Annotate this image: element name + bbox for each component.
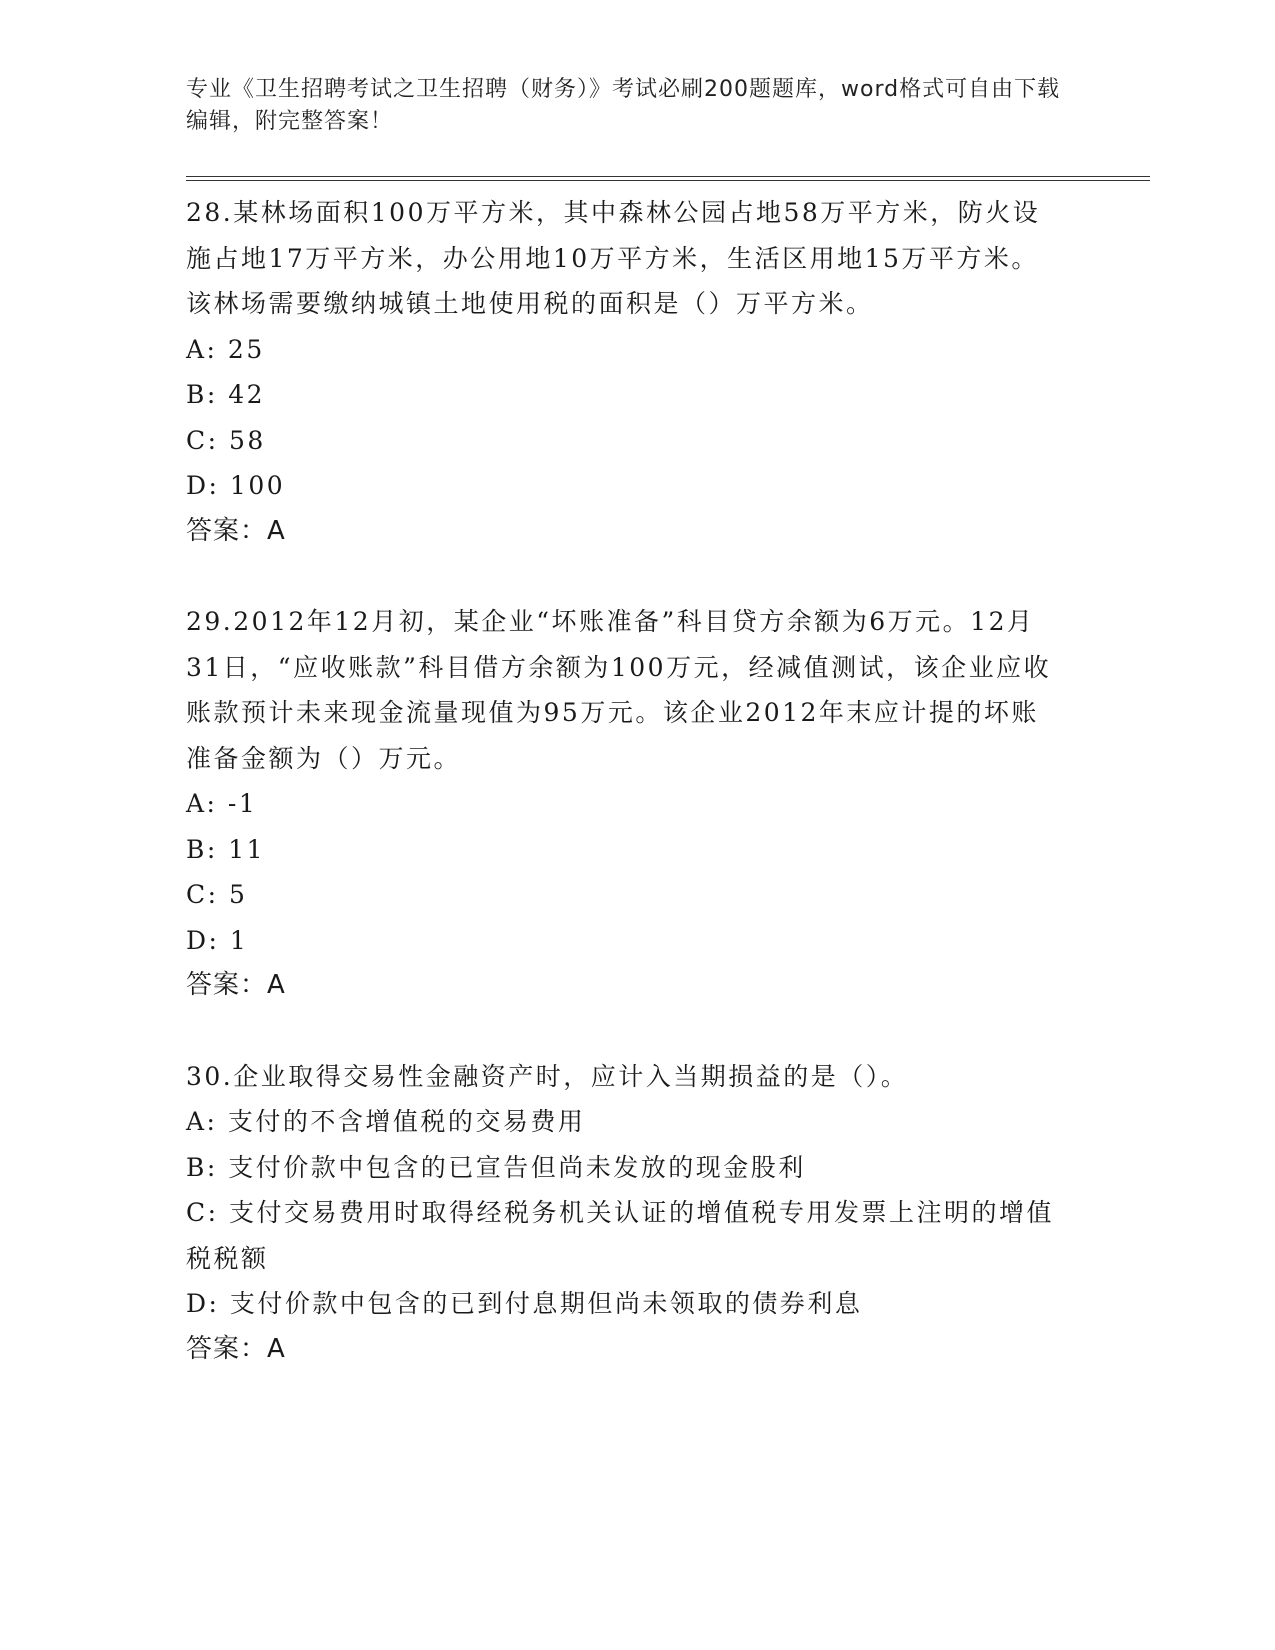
question-29 xyxy=(186,599,1066,1009)
option-d: D: 支付价款中包含的已到付息期但尚未领取的债券利息 xyxy=(186,1289,863,1318)
question-stem: 28.某林场面积100万平方米，其中森林公园占地58万平方米，防火设施占地17万平方米，办公用地10万平方米，生活区用地15万平方米。该林场需要缴纳城镇土地使用税的面积是（）万平方米。 xyxy=(186,198,1041,318)
option-c: C: 58 xyxy=(186,425,266,455)
option-a: A: 25 xyxy=(186,334,265,364)
question-spacer xyxy=(186,1009,1066,1054)
answer-line: 答案：A xyxy=(186,1333,286,1364)
option-d: D: 100 xyxy=(186,471,286,500)
question-28 xyxy=(186,190,1066,554)
option-a: A: -1 xyxy=(186,789,258,818)
question-30 xyxy=(186,1054,1066,1373)
question-list xyxy=(186,190,1066,1372)
header-double-rule xyxy=(186,176,1150,181)
option-b: B: 42 xyxy=(186,380,266,409)
option-c: C: 支付交易费用时取得经税务机关认证的增值税专用发票上注明的增值税税额 xyxy=(186,1198,1055,1273)
option-b: B: 11 xyxy=(186,834,266,864)
question-spacer xyxy=(186,554,1066,599)
page-header: 专业《卫生招聘考试之卫生招聘（财务）》考试必刷200题题库，word格式可自由下载编辑，附完整答案！ xyxy=(186,77,1061,134)
answer-line: 答案：A xyxy=(186,515,286,546)
option-c: C: 5 xyxy=(186,880,248,909)
option-a: A: 支付的不含增值税的交易费用 xyxy=(186,1107,586,1136)
question-stem: 29.2012年12月初，某企业“坏账准备”科目贷方余额为6万元。12月31日，“应收账款”科目借方余额为100万元，经减值测试，该企业应收账款预计未来现金流量现值为95万元。该企业2012年末应计提的坏账准备金额为（）万元。 xyxy=(186,607,1052,773)
option-b: B: 支付价款中包含的已宣告但尚未发放的现金股利 xyxy=(186,1152,806,1182)
question-stem: 30.企业取得交易性金融资产时，应计入当期损益的是（）。 xyxy=(186,1061,909,1091)
answer-line: 答案：A xyxy=(186,970,286,1000)
option-d: D: 1 xyxy=(186,925,249,955)
